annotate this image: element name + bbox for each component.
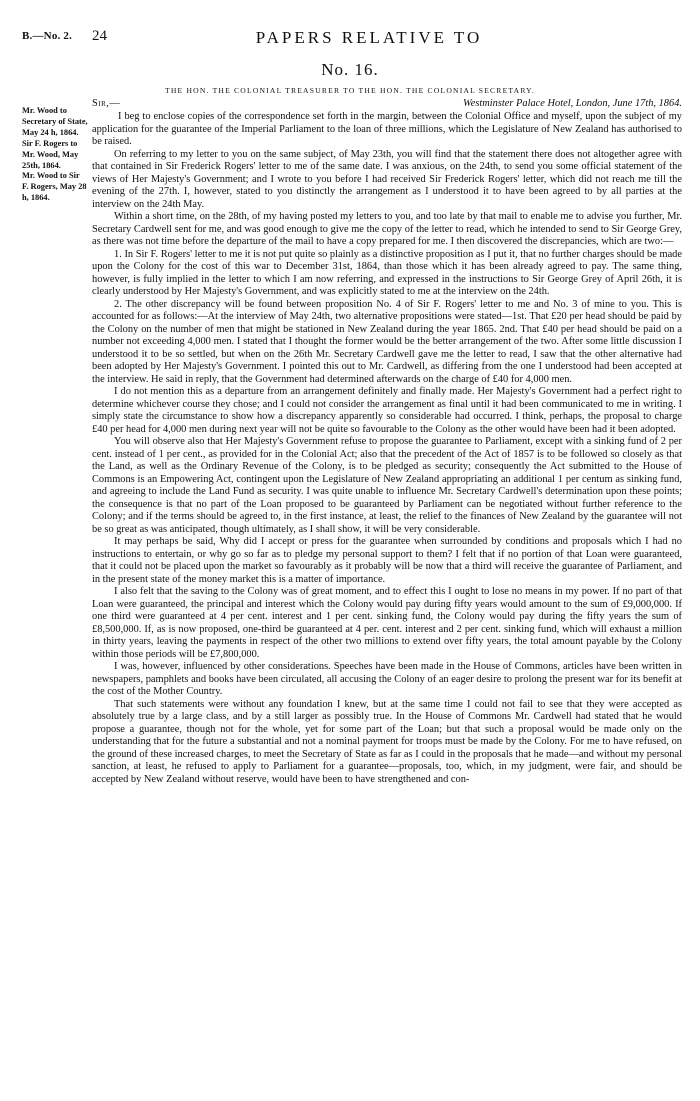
paragraph: I do not mention this as a departure from an arrangement definitely and finally made. Her Majesty's Government had a perfect right to determine whichever course they chose; and I could not consider the arrangement as final until it had been communicated to me in writing. I simply state the circumstance to show how a discrepancy apparently so considerable had occurred. I think, perhaps, the proposal to charge £40 per head for 4,000 men during next year will not be quite so favourable to the Colony as the other would have been had it been adopted. xyxy=(92,386,682,435)
running-title: PAPERS RELATIVE TO xyxy=(255,28,483,47)
series-label: B.—No. 2. xyxy=(22,30,73,42)
document-title: THE HON. THE COLONIAL TREASURER TO THE HON. THE COLONIAL SECRETARY. xyxy=(165,86,535,95)
letter-body xyxy=(92,98,682,786)
paragraph: On referring to my letter to you on the same subject, of May 23th, you will find that the statement there does not altogether agree with that contained in Sir Frederick Rogers' letter to me of the same date. I was anxious, on the 24th, to send you some official statement of the views of Her Majesty's Government; and I wrote to you before I had received Sir Frederick Rogers' letter, which did not reach me till the evening of the 27th. I, however, stated to you distinctly the arrangement as I understood it to have been agreed to by all parties at the interview on the 24th May. xyxy=(92,148,682,210)
margin-note: Mr. Wood to Secretary of State, May 24 h, 1864. xyxy=(22,106,88,137)
page-header xyxy=(22,28,676,48)
document-number: No. 16. xyxy=(321,60,379,79)
letter-address-date: Westminster Palace Hotel, London, June 17th, 1864. xyxy=(463,98,682,109)
paragraph: 2. The other discrepancy will be found between proposition No. 4 of Sir F. Rogers' letter to me and No. 3 of mine to you. This is accounted for as follows:—At the interview of May 24th, two alternative propositions were stated—1st. That £20 per head should be paid by the Colony on the number of men that might be stationed in New Zealand during the year 1865. 2nd. That £40 per head should be paid on a number not exceeding 4,000 men. I stated that I thought the former would be the better arrangement of the two. After some little discussion I understood it to be so settled, but when on the 26th Mr. Secretary Cardwell gave me the letter to read, I saw that the other alternative had been adopted by Her Majesty's Government. I pointed this out to Mr. Cardwell, as differing from the one I understood had been accepted at the interview. He said in reply, that the Government had determined afterwards on the charge of £40 for 4,000 men. xyxy=(92,298,682,385)
margin-note: Mr. Wood to Sir F. Rogers, May 28 h, 1864. xyxy=(22,171,87,203)
paragraph: That such statements were without any foundation I knew, but at the same time I could not fail to see that they were accepted as absolutely true by a large class, and by a still larger as possibly true. In the House of Commons Mr. Cardwell had stated that he would propose a guarantee, though not for the whole, yet for some part of the Loan; but that such a proposal would be made only on the understanding that for the future a substantial and not a nominal payment for troops must be made by the Colony. For me to have refused, on the ground of these increased charges, to meet the Secretary of State as far as I could in the proposals that he made—and without my personal sanction, at least, he refused to apply to Parliament for a guarantee—proposals, too, which, in my judgment, were fair, and should be accepted by New Zealand without reserve, would have been to have strengthened and con- xyxy=(92,698,682,785)
paragraph: 1. In Sir F. Rogers' letter to me it is not put quite so plainly as a distinctive proposition as I put it, that no further charges should be made upon the Colony for the cost of this war to December 31st, 1864, than those which it has been already agreed to pay. The same thing, however, is fully implied in the letter to which I am now referring, and expressed in the instructions to Sir George Grey of April 26th, it is clearly understood by Her Majesty's Government, and was explicitly stated to me at the interview on the 24th. xyxy=(92,248,682,297)
margin-note: Sir F. Rogers to Mr. Wood, May 25th, 1864. xyxy=(22,138,79,170)
paragraph: You will observe also that Her Majesty's Government refuse to propose the guarantee to Parliament, except with a sinking fund of 2 per cent. instead of 1 per cent., as provided for in the Colonial Act; also that the precedent of the Act of 1857 is to be followed so closely as that the Land, as well as the Ordinary Revenue of the Colony, is to be pledged as security; consequently the Act submitted to the House of Commons is an Empowering Act, contingent upon the Legislature of New Zealand appropriating an additional 1 per centum as sinking fund, and agreeing to include the Land Fund as security. I was quite unable to influence Mr. Secretary Cardwell's determination upon these points; the consequence is that no part of the Loan proposed to be guaranteed by Parliament can be negotiated without further reference to the Colony; and if the terms should be agreed to, in the first instance, at least, the relief to the finances of New Zealand by the guarantee will not be so great as was anticipated, though ultimately, as I shall show, it will be very considerable. xyxy=(92,436,682,535)
page-number: 24 xyxy=(92,28,107,44)
paragraph: I was, however, influenced by other considerations. Speeches have been made in the House of Commons, articles have been written in newspapers, pamphlets and books have been circulated, all accusing the Colony of an eager desire to prolong the present war for its benefit at the cost of the Mother Country. xyxy=(92,661,682,697)
margin-notes xyxy=(22,106,88,204)
salutation: Sir,— xyxy=(92,98,121,109)
paragraph: It may perhaps be said, Why did I accept or press for the guarantee when surrounded by conditions and proposals which I had no instructions to entertain, or why go so far as to pledge my personal support to them? I felt that if no portion of that Loan were guaranteed, that it could not be placed upon the market so favourably as it probably will be now that a third will receive the guarantee of Parliament, and in the present state of the money market this is a matter of importance. xyxy=(92,536,682,585)
paragraph: I beg to enclose copies of the correspondence set forth in the margin, between the Colonial Office and myself, upon the subject of my application for the guarantee of the Imperial Parliament to the loan of three millions, which the Legislature of New Zealand has authorised to be raised. xyxy=(92,111,682,147)
paragraph: Within a short time, on the 28th, of my having posted my letters to you, and too late by that mail to enable me to advise you further, Mr. Secretary Cardwell sent for me, and was good enough to give me the copy of the letter to read, which he intended to send to Sir George Grey, as there was not time before the departure of the mail to have a copy prepared for me. I then discovered the discrepancies, which are two:— xyxy=(92,211,682,247)
paragraph: I also felt that the saving to the Colony was of great moment, and to effect this I ought to lose no means in my power. If no part of that Loan were guaranteed, the principal and interest which the Colony would pay during fifty years would amount to the sum of £9,000,000. If one third were guaranteed at 4 per cent. interest and 1 per cent. sinking fund, the Colony would pay during the fifty years the sum of £8,500,000. If, as is now proposed, one-third be guaranteed at 4 per. cent. interest and 2 per cent. sinking fund, which will exhaust a million in thirty years, leaving the payments in respect of the other two millions to extend over fifty years, the total amount payable by the Colony within those periods will be £7,800,000. xyxy=(92,586,682,660)
salutation-row xyxy=(92,98,682,111)
